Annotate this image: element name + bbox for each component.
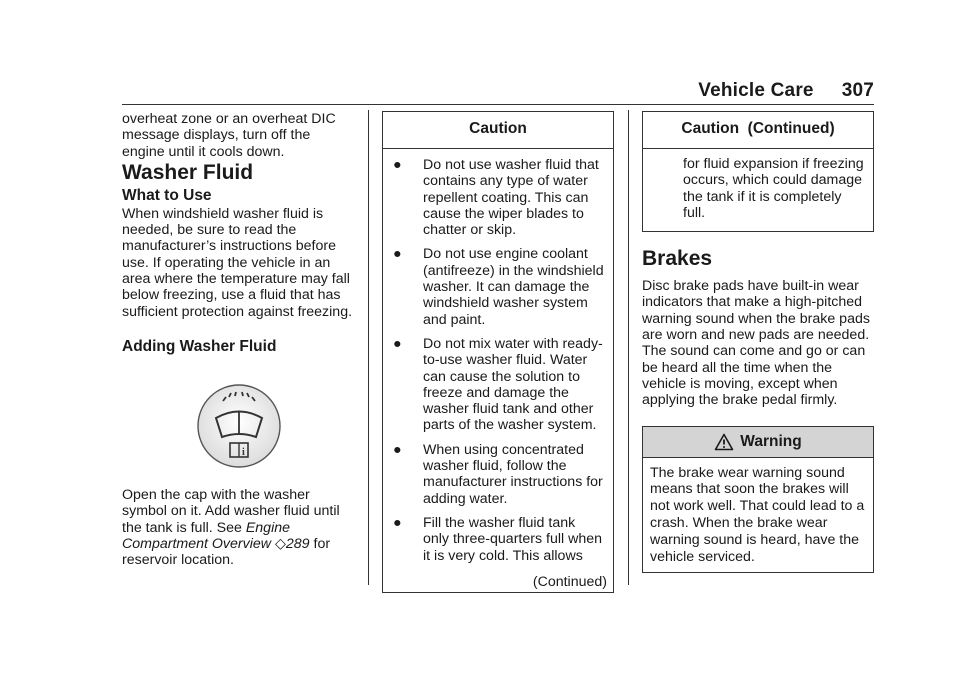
caution-bullet: ● When using concentrated washer fluid, follow the manufacturer instructions for adding water. <box>389 442 605 507</box>
bullet-mark: ● <box>393 441 402 458</box>
washer-fluid-symbol-icon <box>196 383 282 469</box>
page-header <box>122 80 874 102</box>
caution-continued-title: Caution (Continued) <box>643 112 873 149</box>
washer-fluid-heading: Washer Fluid <box>122 160 254 184</box>
adding-washer-fluid-heading: Adding Washer Fluid <box>122 337 277 355</box>
caution-bullet: ● Fill the washer fluid tank only three-quarters full when it is very cold. This allows <box>389 515 605 564</box>
caution-title: Caution <box>383 112 613 149</box>
svg-text:i: i <box>242 446 245 458</box>
brakes-heading: Brakes <box>642 247 713 271</box>
continued-label: (Continued) <box>532 573 607 590</box>
intro-paragraph: overheat zone or an overheat DIC message displays, turn off the engine until it cools down. <box>122 111 336 160</box>
caution-bullet: ● Do not mix water with ready-to-use washer fluid. Water can cause the solution to freeze and damage the washer fluid tank and other parts of the washer system. <box>389 336 605 434</box>
engine-compartment-link[interactable]: Engine Compartment Overview <box>122 519 291 552</box>
warning-title: Warning <box>740 432 802 450</box>
column-3 <box>642 111 874 573</box>
washer-symbol-figure <box>122 383 354 475</box>
adding-washer-fluid-paragraph: Open the cap with the washer symbol on it. Add washer fluid until the tank is full. See Engine Compartment Overview ◇289 for reservoir location. <box>122 486 340 569</box>
brakes-paragraph: Disc brake pads have built-in wear indicators that make a high-pitched warning sound when the brake pads are worn and new pads are needed. The sound can come and go or can be heard all the time when the vehicle is moving, except when applying the brake pedal firmly. <box>642 278 870 409</box>
bullet-mark: ● <box>393 157 402 173</box>
page-ref-symbol: ◇ <box>274 535 286 552</box>
column-2 <box>382 111 614 593</box>
warning-triangle-icon <box>714 433 734 451</box>
column-divider <box>628 110 629 585</box>
what-to-use-paragraph: When windshield washer fluid is needed, be sure to read the manufacturer’s instructions before use. If operating the vehicle in an area where the temperature may fall below freezing, use a fluid that has sufficient protection against freezing. <box>122 205 353 320</box>
column-1 <box>122 111 354 568</box>
warning-box <box>642 426 874 573</box>
what-to-use-heading: What to Use <box>122 186 212 204</box>
warning-header <box>643 427 873 458</box>
caution-continued-box <box>642 111 874 232</box>
page-number: 307 <box>841 80 874 101</box>
caution-continued-text: for fluid expansion if freezing occurs, which could damage the tank if it is completely full. <box>683 156 864 221</box>
caution-bullet: ● Do not use engine coolant (antifreeze) in the windshield washer. It can damage the windshield washer system and paint. <box>389 246 605 327</box>
bullet-mark: ● <box>393 335 402 352</box>
caution-box <box>382 111 614 593</box>
bullet-mark: ● <box>393 246 402 263</box>
caution-body <box>383 149 613 570</box>
page-ref[interactable]: 289 <box>285 535 310 552</box>
bullet-mark: ● <box>393 514 402 531</box>
section-name: Vehicle Care <box>698 80 814 101</box>
header-rule <box>122 104 874 105</box>
warning-text: The brake wear warning sound means that soon the brakes will not work well. That could lead to a crash. When the brake wear warning sound is heard, have the vehicle serviced. <box>650 464 865 566</box>
caution-bullet: ● Do not use washer fluid that contains any type of water repellent coating. This can cause the wiper blades to chatter or skip. <box>389 157 605 238</box>
column-divider <box>368 110 369 585</box>
